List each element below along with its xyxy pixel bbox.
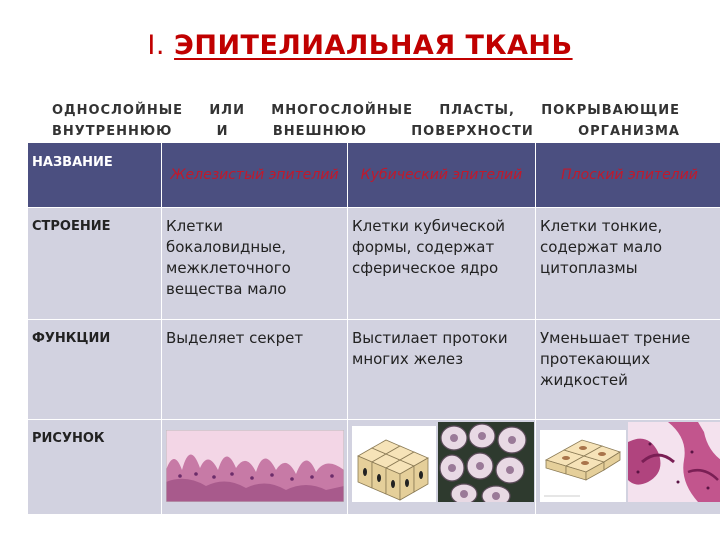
- squamous-micrograph-image: [628, 422, 720, 502]
- header-cuboidal: Кубический эпителий: [348, 143, 536, 208]
- cuboidal-diagram-image: [352, 426, 436, 502]
- cell-function-squamous: Уменьшает трение протекающих жидкостей: [536, 320, 720, 420]
- cell-structure-glandular: Клетки бокаловидные, межклеточного вещества мало: [162, 208, 348, 320]
- epithelium-table: [27, 142, 720, 515]
- glandular-tissue-image: [166, 430, 344, 502]
- title-text: ЭПИТЕЛИАЛЬНАЯ ТКАНЬ: [174, 30, 573, 61]
- cell-picture-glandular: [162, 420, 348, 515]
- table-row-picture: [28, 420, 720, 515]
- row-label-functions: ФУНКЦИИ: [28, 320, 162, 420]
- cell-function-cuboidal: Выстилает протоки многих желез: [348, 320, 536, 420]
- table-row-functions: [28, 320, 720, 420]
- subtitle: ОДНОСЛОЙНЫЕ ИЛИ МНОГОСЛОЙНЫЕ ПЛАСТЫ, ПОКРЫВАЮЩИЕ ВНУТРЕННЮЮ И ВНЕШНЮЮ ПОВЕРХНОСТИ ОРГАНИЗМА: [52, 103, 680, 139]
- header-glandular: Железистый эпителий: [162, 143, 348, 208]
- title-number: I.: [147, 30, 165, 61]
- cell-picture-cuboidal: [348, 420, 536, 515]
- cell-structure-cuboidal: Клетки кубической формы, содержат сферическое ядро: [348, 208, 536, 320]
- cell-function-glandular: Выделяет секрет: [162, 320, 348, 420]
- cell-structure-squamous: Клетки тонкие, содержат мало цитоплазмы: [536, 208, 720, 320]
- row-label-picture: РИСУНОК: [28, 420, 162, 515]
- slide-title: [0, 30, 720, 61]
- cuboidal-micrograph-image: [438, 422, 534, 502]
- cell-picture-squamous: [536, 420, 720, 515]
- table-header-row: [28, 143, 720, 208]
- squamous-diagram-image: [540, 430, 626, 502]
- header-name-cell: НАЗВАНИЕ: [28, 143, 162, 208]
- header-squamous: Плоский эпителий: [536, 143, 720, 208]
- row-label-structure: СТРОЕНИЕ: [28, 208, 162, 320]
- table-row-structure: [28, 208, 720, 320]
